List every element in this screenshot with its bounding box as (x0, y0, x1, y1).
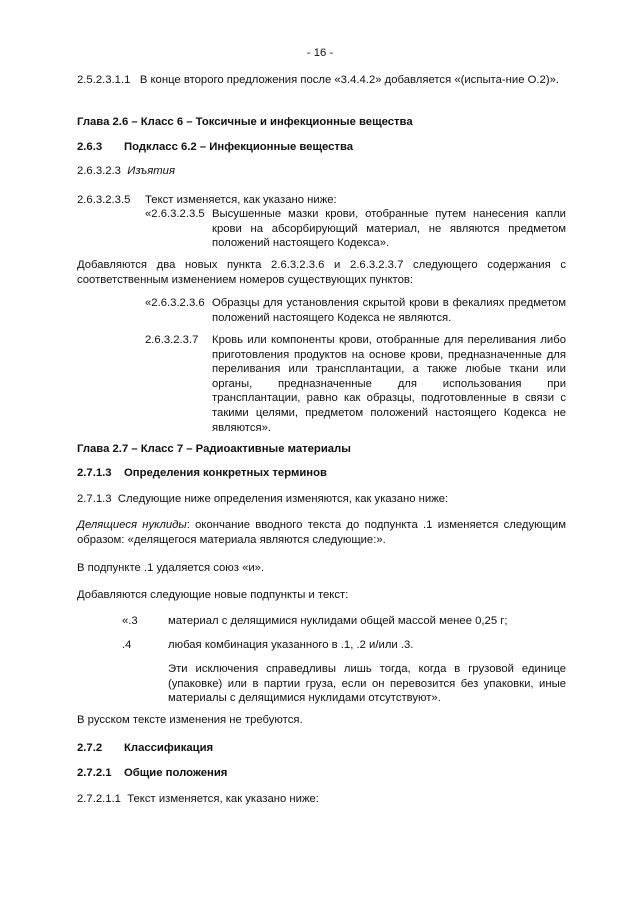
paragraph-added-points: Добавляются два новых пункта 2.6.3.2.3.6 и 2.6.3.2.3.7 следующего содержания с соответственным изменением номеров существующих пунктов: (77, 259, 566, 286)
section-title: Подкласс 6.2 – Инфекционные вещества (124, 141, 354, 153)
section-heading-2-7-1-3 (77, 466, 566, 481)
paragraph-text: Текст изменяется, как указано ниже: (145, 194, 337, 206)
paragraph-added-subpoints: Добавляются следующие новые подпункты и текст: (77, 589, 349, 601)
quoted-subparagraph-2-6-3-2-3-5 (145, 207, 566, 251)
subpoint-4 (122, 638, 566, 653)
subpoint-number: .4 (122, 639, 132, 651)
chapter-heading-2-7: Глава 2.7 – Класс 7 – Радиоактивные материалы (77, 443, 351, 455)
paragraph-2-6-3-2-3 (77, 164, 566, 179)
section-heading-2-6-3 (77, 140, 566, 155)
paragraph-2-5-2-3-1-1 (77, 73, 566, 88)
subparagraph-2-6-3-2-3-7 (145, 333, 566, 435)
section-title: Определения конкретных терминов (124, 467, 327, 479)
subparagraph-2-6-3-2-3-6 (145, 296, 566, 325)
paragraph-number: 2.7.2.1.1 (77, 793, 121, 805)
paragraph-number: 2.7.1.3 (77, 493, 112, 505)
subparagraph-text: Образцы для установления скрытой крови в фекалиях предметом положений настоящего Кодекса не являются. (212, 297, 566, 324)
section-number: 2.7.2 (77, 742, 103, 754)
quote-number: «2.6.3.2.3.5 (145, 208, 205, 220)
paragraph-text: Текст изменяется, как указано ниже: (127, 793, 319, 805)
subpoint-text: любая комбинация указанного в .1, .2 и/или .3. (168, 639, 414, 651)
paragraph-number: 2.6.3.2.3.5 (77, 194, 131, 206)
subparagraph-number: 2.6.3.2.3.7 (145, 334, 199, 346)
subpoint-3 (122, 614, 566, 629)
paragraph-text: В конце второго предложения после «3.4.4.2» добавляется «(испыта-ние O.2)». (139, 74, 560, 86)
defined-term: Делящиеся нуклиды (77, 519, 187, 531)
subpoint-text: материал с делящимися нуклидами общей массой менее 0,25 г; (168, 615, 508, 627)
section-title: Общие положения (124, 767, 228, 779)
paragraph-number: 2.6.3.2.3 (77, 165, 121, 177)
subpoint-number: «.3 (122, 615, 138, 627)
definition-text: : окончание вводного текста до подпункта .1 изменяется следующим образом: «делящегося материала являются следующие:». (77, 519, 566, 546)
paragraph-text: Следующие ниже определения изменяются, как указано ниже: (117, 493, 449, 505)
paragraph-2-7-2-1-1 (77, 792, 566, 807)
paragraph-russian-text: В русском тексте изменения не требуются. (77, 714, 303, 726)
subparagraph-number: «2.6.3.2.3.6 (145, 297, 205, 309)
section-number: 2.6.3 (77, 141, 103, 153)
paragraph-title: Изъятия (127, 165, 175, 177)
paragraph-2-7-1-3 (77, 492, 566, 507)
subparagraph-text: Кровь или компоненты крови, отобранные для переливания либо приготовления продуктов на основе крови, предназначенные для переливания или трансплантации, а также любые ткани или органы, предназначенные для использования при трансплантации, равно как образцы, подготовленные в связи с такими целями, предметом положений настоящего Кодекса не являются». (212, 334, 566, 434)
paragraph-subpoint-1: В подпункте .1 удаляется союз «и». (77, 562, 265, 574)
paragraph-number: 2.5.2.3.1.1 (77, 74, 131, 86)
quote-text: Высушенные мазки крови, отобранные путем нанесения капли крови на абсорбирующий материал, не являются предметом положений настоящего Кодекса». (212, 208, 566, 250)
paragraph-2-6-3-2-3-5 (77, 193, 566, 208)
section-number: 2.7.2.1 (77, 767, 112, 779)
paragraph-fissile-nuclides (77, 518, 566, 547)
section-title: Классификация (124, 742, 214, 754)
section-number: 2.7.1.3 (77, 467, 112, 479)
chapter-heading-2-6: Глава 2.6 – Класс 6 – Токсичные и инфекционные вещества (77, 116, 413, 128)
section-heading-2-7-2-1 (77, 766, 566, 781)
page-number: - 16 - (306, 47, 334, 59)
section-heading-2-7-2 (77, 741, 566, 756)
paragraph-exceptions: Эти исключения справедливы лишь тогда, когда в грузовой единице (упаковке) или в партии груза, если он перевозится без упаковки, иные материалы с делящимися нуклидами отсутствуют». (168, 663, 566, 705)
